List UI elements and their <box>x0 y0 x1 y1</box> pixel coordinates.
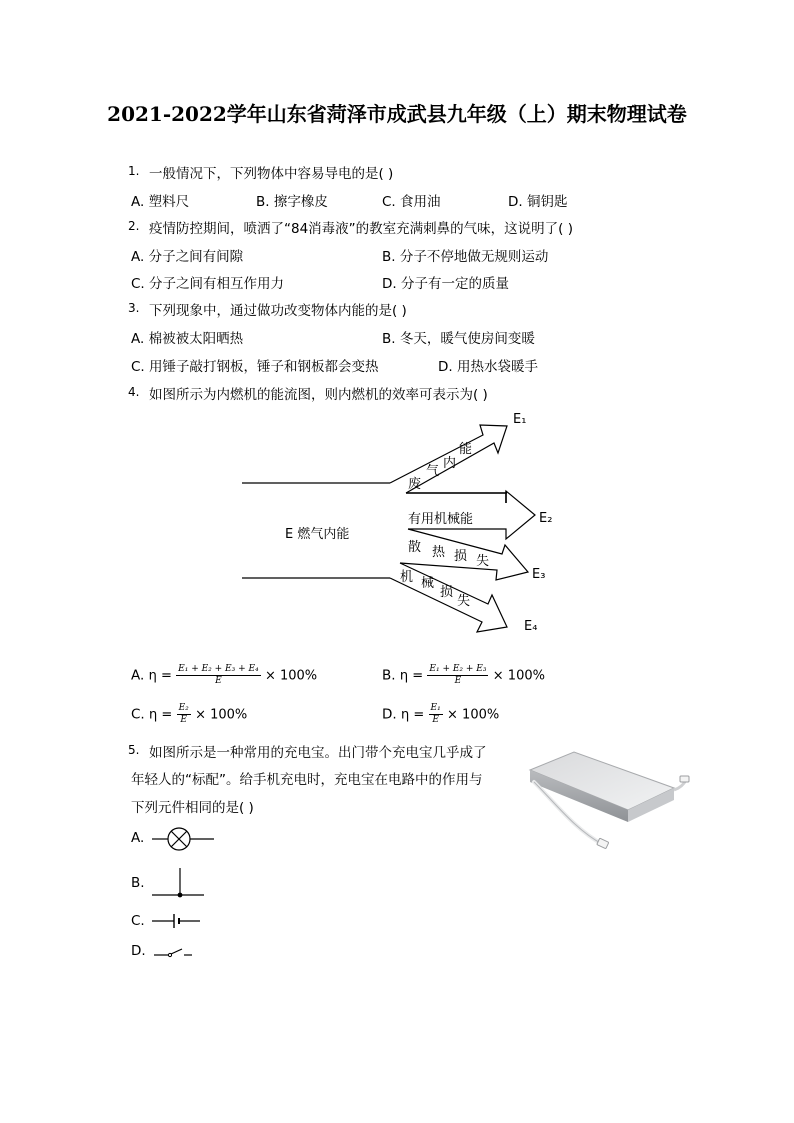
option-letter: B. <box>382 667 396 684</box>
question-stem: 一般情况下，下列物体中容易导电的是( ) <box>149 166 394 182</box>
option-d[interactable]: D. 用热水袋暖手 <box>438 359 538 375</box>
option-a[interactable]: A. 棉被被太阳晒热 <box>131 331 244 347</box>
heat-loss-char: 失 <box>476 554 490 569</box>
option-d[interactable]: D. <box>131 943 146 959</box>
question-number: 2. <box>128 219 140 233</box>
percent-factor: × 100% <box>195 707 248 723</box>
question-stem: 疫情防控期间，喷洒了“84消毒液”的教室充满刺鼻的气味，这说明了( ) <box>149 221 573 237</box>
option-c[interactable]: C. 用锤子敲打钢板，锤子和钢板都会变热 <box>131 359 379 375</box>
e3-label: E₃ <box>532 567 546 582</box>
lamp-symbol-icon <box>150 826 216 852</box>
numerator: E₁ + E₂ + E₃ <box>429 664 487 674</box>
question-number: 3. <box>128 301 140 315</box>
mech-loss-char: 失 <box>457 594 471 609</box>
fraction <box>427 664 488 687</box>
switch-symbol-icon <box>150 942 196 962</box>
numerator: E₁ <box>430 703 441 713</box>
waste-gas-char: 废 <box>408 477 422 492</box>
e1-label: E₁ <box>513 412 527 427</box>
junction-symbol-icon <box>150 866 206 900</box>
heat-loss-char: 热 <box>432 545 446 560</box>
power-bank-image <box>516 748 696 863</box>
waste-gas-char: 气 <box>426 464 440 479</box>
option-b[interactable]: B. 擦字橡皮 <box>256 194 328 210</box>
useful-energy-label: 有用机械能 <box>408 512 474 527</box>
option-b[interactable] <box>382 664 545 687</box>
energy-flow-diagram <box>230 405 570 640</box>
option-letter: D. <box>382 706 397 723</box>
flow-labels <box>285 412 552 634</box>
question-stem-line: 下列元件相同的是( ) <box>131 800 254 816</box>
option-d[interactable] <box>382 703 499 726</box>
denominator: E <box>432 715 439 725</box>
question-number: 1. <box>128 164 140 178</box>
numerator: E₁ + E₂ + E₃ + E₄ <box>178 664 259 674</box>
e2-label: E₂ <box>539 511 553 526</box>
fraction <box>429 703 443 726</box>
option-a[interactable] <box>131 664 317 687</box>
eta-symbol: η = <box>149 707 173 723</box>
e4-label: E₄ <box>524 619 538 634</box>
eta-symbol: η = <box>400 707 425 723</box>
page-title: 2021-2022学年山东省菏泽市成武县九年级（上）期末物理试卷 <box>107 102 687 126</box>
option-c[interactable]: C. 分子之间有相互作用力 <box>131 276 285 292</box>
option-d[interactable]: D. 铜钥匙 <box>508 194 568 210</box>
battery-symbol-icon <box>150 910 202 932</box>
eta-symbol: η = <box>148 668 172 684</box>
option-c[interactable]: C. <box>131 913 145 929</box>
denominator: E <box>215 676 222 686</box>
question-number: 5. <box>128 743 140 757</box>
option-letter: A. <box>131 667 145 684</box>
fraction <box>176 664 261 687</box>
source-label: E 燃气内能 <box>285 527 350 542</box>
option-c[interactable] <box>131 703 247 726</box>
denominator: E <box>180 715 187 725</box>
waste-gas-char: 内 <box>443 456 457 471</box>
percent-factor: × 100% <box>492 668 545 684</box>
heat-loss-char: 损 <box>454 549 468 564</box>
waste-gas-char: 能 <box>459 442 473 457</box>
option-b[interactable]: B. 冬天，暖气使房间变暖 <box>382 331 535 347</box>
denominator: E <box>454 676 462 686</box>
option-a[interactable]: A. 塑料尺 <box>131 194 190 210</box>
option-a[interactable]: A. <box>131 830 145 846</box>
option-a[interactable]: A. 分子之间有间隙 <box>131 249 244 265</box>
option-c[interactable]: C. 食用油 <box>382 194 441 210</box>
heat-loss-char: 散 <box>408 540 422 555</box>
percent-factor: × 100% <box>447 707 500 723</box>
question-stem: 下列现象中，通过做功改变物体内能的是( ) <box>149 303 407 319</box>
option-b[interactable]: B. <box>131 875 145 891</box>
option-letter: C. <box>131 706 145 723</box>
option-d[interactable]: D. 分子有一定的质量 <box>382 276 509 292</box>
question-stem-line: 如图所示是一种常用的充电宝。出门带个充电宝几乎成了 <box>149 745 487 761</box>
question-number: 4. <box>128 385 140 399</box>
numerator: E₂ <box>178 703 189 713</box>
option-b[interactable]: B. 分子不停地做无规则运动 <box>382 249 549 265</box>
mech-loss-char: 机 <box>400 570 414 585</box>
eta-symbol: η = <box>399 668 424 684</box>
question-stem: 如图所示为内燃机的能流图，则内燃机的效率可表示为( ) <box>149 387 488 403</box>
fraction <box>177 703 191 726</box>
mech-loss-char: 械 <box>421 576 435 591</box>
percent-factor: × 100% <box>264 668 318 684</box>
mech-loss-char: 损 <box>440 585 454 600</box>
question-stem-line: 年轻人的“标配”。给手机充电时，充电宝在电路中的作用与 <box>131 772 483 788</box>
